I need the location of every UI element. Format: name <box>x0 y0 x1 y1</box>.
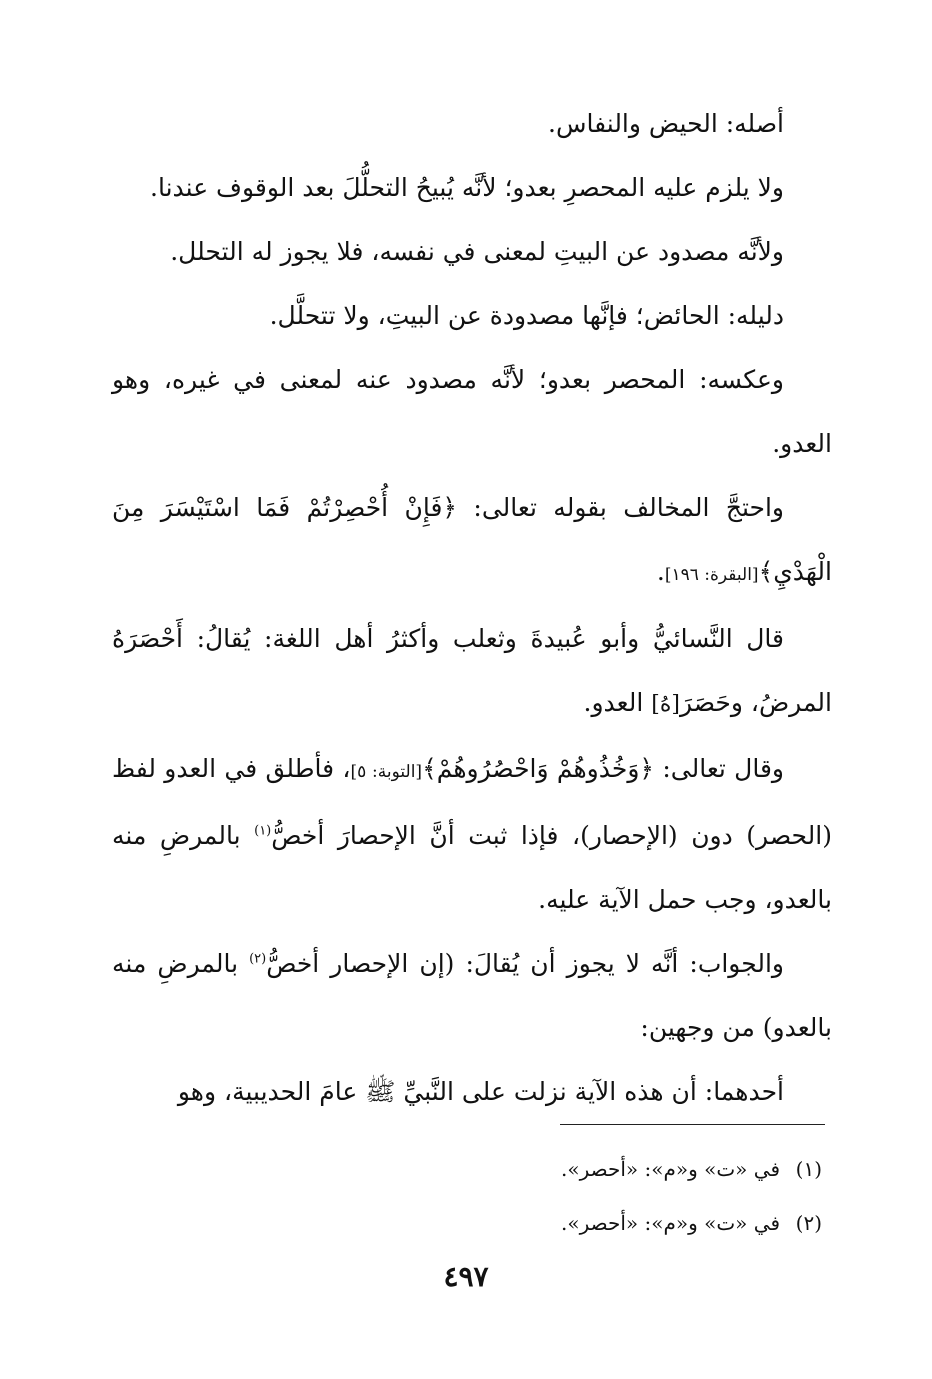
footnote-1-number: (١) <box>795 1157 822 1181</box>
page-number: ٤٩٧ <box>443 1260 489 1293</box>
quran-verse-tawbah: ﴿وَخُذُوهُمْ وَاحْصُرُوهُمْ﴾ <box>422 754 655 783</box>
paragraph-9-end: بالمرضِ منه بالعدو) من وجهين: <box>112 949 832 1042</box>
paragraph-4: دليله: الحائض؛ فإنَّها مصدودة عن البيتِ، ولا تتحلَّل. <box>269 301 784 330</box>
main-text <box>112 92 832 1124</box>
paragraph-5: وعكسه: المحصر بعدو؛ لأنَّه مصدود عنه لمعنى في غيره، وهو العدو. <box>112 365 832 458</box>
footnote-marker-1[interactable]: (١) <box>254 823 272 839</box>
quran-verse-baqarah: ﴿فَإِنْ أُحْصِرْتُمْ فَمَا اسْتَيْسَرَ مِنَ الْهَدْيِ﴾ <box>112 493 832 586</box>
paragraph-7 <box>112 607 832 737</box>
paragraph-6-intro: واحتجَّ المخالف بقوله تعالى: <box>457 493 784 522</box>
paragraph-8-intro: وقال تعالى: <box>654 754 784 783</box>
footnote-2-number: (٢) <box>795 1211 822 1235</box>
verse-reference-baqarah: [البقرة: ١٩٦] <box>664 565 759 585</box>
verse-reference-tawbah: [التوبة: ٥] <box>350 762 423 782</box>
footnotes <box>112 1142 822 1250</box>
footnote-1-text: في «ت» و«م»: «أحصر». <box>561 1157 780 1181</box>
paragraph-8 <box>112 737 832 932</box>
footnote-1 <box>112 1142 822 1196</box>
paragraph-7-text: قال النَّسائيُّ وأبو عُبيدةَ وثعلب وأكثرُ أهل اللغة: يُقالُ: أَحْصَرَهُ المرضُ، وحَصَرَ <box>112 624 832 717</box>
footnote-2 <box>112 1196 822 1250</box>
paragraph-2: ولا يلزم عليه المحصرِ بعدو؛ لأنَّه يُبيحُ التحلُّلَ بعد الوقوف عندنا. <box>150 173 784 202</box>
paragraph-6 <box>112 476 832 607</box>
footnote-divider <box>560 1124 825 1125</box>
paragraph-3: ولأنَّه مصدود عن البيتِ لمعنى في نفسه، فلا يجوز له التحلل. <box>170 237 784 266</box>
paragraph-7-end: العدو. <box>583 688 652 717</box>
paragraph-9-intro: والجواب: أنَّه لا يجوز أن يُقالَ: (إن الإحصار أخصُّ <box>266 949 784 978</box>
paragraph-6-end: . <box>656 557 665 586</box>
paragraph-10: أحدهما: أن هذه الآية نزلت على النَّبيِّ ﷺ عامَ الحديبية، وهو <box>177 1077 784 1106</box>
paragraph-8-middle: ، فأطلق في العدو لفظ (الحصر) دون (الإحصار)، فإذا ثبت أنَّ الإحصارَ أخصُّ <box>112 754 832 850</box>
editor-bracket-insertion: [هُ] <box>651 692 680 717</box>
paragraph-1: أصله: الحيض والنفاس. <box>548 109 784 138</box>
footnote-marker-2[interactable]: (٢) <box>249 951 267 967</box>
paragraph-8-end: بالمرضِ منه بالعدو، وجب حمل الآية عليه. <box>112 821 832 914</box>
paragraph-9 <box>112 932 832 1060</box>
footnote-2-text: في «ت» و«م»: «أحصر». <box>561 1211 780 1235</box>
